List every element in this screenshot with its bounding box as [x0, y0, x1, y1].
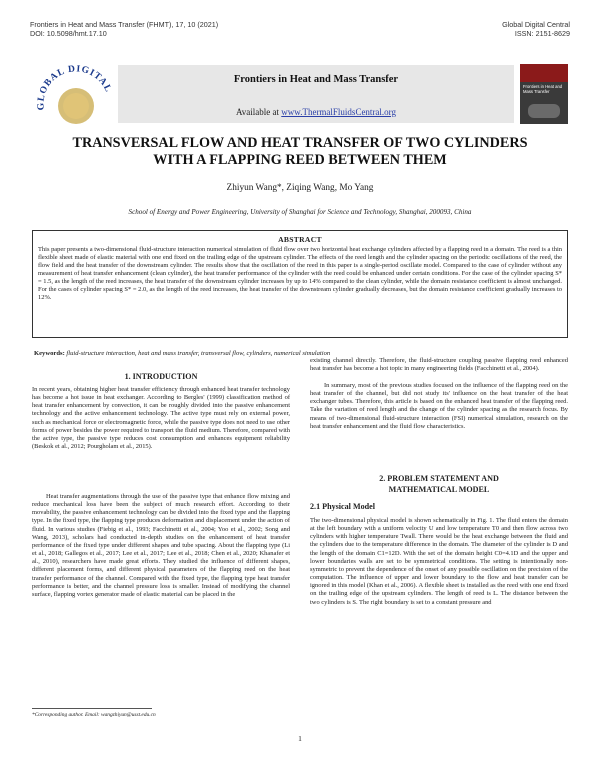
cover-text: Frontiers in Heat and Mass Transfer	[523, 84, 563, 94]
paper-title-line1: TRANSVERSAL FLOW AND HEAT TRANSFER OF TWO CYLINDERS	[72, 135, 528, 151]
keywords-label: Keywords:	[34, 350, 65, 357]
thermalfluids-link[interactable]: www.ThermalFluidsCentral.org	[281, 107, 397, 117]
right-paragraph-2: In summary, most of the previous studies focused on the influence of the flapping reed on the heat transfer of the channel, but did not study its' influence on the heat transfer of the heat exchanger tubes. Therefore, this article is based on the enhanced heat transfer of the flapping reed. Take the variation of reed length and the change of the cylinder spacing as the research focus. By means of two-dimensional fluid-structure interaction (FSI) numerical simulation, research on the heat transfer enhancement and the fluid flow characteristics.	[310, 382, 568, 430]
page-number: 1	[298, 734, 302, 743]
doi: DOI: 10.5098/hmt.17.10	[30, 29, 107, 38]
problem-heading-line2: MATHEMATICAL MODEL	[388, 485, 490, 494]
problem-heading-line1: 2. PROBLEM STATEMENT AND	[379, 474, 499, 483]
abstract-heading: ABSTRACT	[278, 235, 322, 244]
issn: ISSN: 2151-8629	[514, 29, 570, 38]
affiliation: School of Energy and Power Engineering, University of Shanghai for Science and Technology, Shanghai, 200093, China	[128, 208, 472, 216]
abstract-text: This paper presents a two-dimensional fluid-structure interaction numerical simulation of fluid flow over two horizontal heat exchange cylinders affected by a flapping reed in a domain. The reed is a thin flexible sheet made of elastic material with one end fixed on the trailing edge of the upstream cylinder. The effects of the reed length and the cylinder spacing on the periodic oscillations of the reed, the flow field and the heat transfer of the downstream cylinder. The results show that the oscillation of the reed in this paper is a single-period oscillate model. Compared to the case of cylinder without any measurement of heat transfer enhancement (clean cylinder), the heat transfer performance of the cylinder with the reed could be enhanced under certain conditions. For the case of the cylinder spacing S* = 1.5, as the length of the reed increases, the heat transfer of the downstream cylinder increases by up to 14% compared to the clean cylinder, while the domain resistance coefficient is almost unchanged. For the cases of cylinder spacing S* = 2.0, as the length of the reed increases, the heat transfer of the downstream cylinder gradually decreases, but the domain resistance coefficient gradually increases to 12%.	[38, 246, 562, 302]
intro-heading: 1. INTRODUCTION	[124, 372, 198, 381]
intro-paragraph-1: In recent years, obtaining higher heat transfer efficiency through enhanced heat transfer technology has become a hot issue in heat exchanger. According to Bergles' (1999) classification method of heat transfer enhancement by convection, it can be roughly divided into the passive enhancement technology and the active enhancement technology. The active type must rely on external power, such as mechanical force or electromagnetic force, while the passive type does not need to use other forms of power besides the power required to transport the fluid medium. Therefore, compared with the active type, the passive type reduces cost consumption and enhances equipment reliability (Beskok et al., 2012; Pourgholam et al., 2015).	[32, 386, 290, 451]
footnote: *Corresponding author. Email: wangzhiyun@usst.edu.cn	[32, 712, 156, 718]
logo-text: GLOBAL DIGITAL	[36, 64, 113, 111]
banner-journal-title: Frontiers in Heat and Mass Transfer	[233, 74, 399, 85]
physical-model-heading: 2.1 Physical Model	[310, 502, 375, 511]
journal-cover	[520, 64, 568, 124]
authors: Zhiyun Wang*, Ziqing Wang, Mo Yang	[226, 183, 374, 193]
availability-line	[118, 107, 514, 117]
abstract-box	[32, 230, 568, 338]
keywords-text: fluid-structure interaction, heat and mass transfer, transversal flow, cylinders, numerical simulation	[64, 350, 331, 357]
intro-paragraph-2: Heat transfer augmentations through the use of the passive type that enhance flow mixing and reduce mechanical loss have been the subject of much research effort. According to their movability, the passive enhancement technology can be divided into the fixed type and the flapping type. In the fixed type, the flapping type produces deformation and displacement under the action of fluid. In various studies (Fiebig et al., 1993; Facchinetti et al., 2004; Yoo et al., 2002; Song and Wang, 2013), scholars had conducted in-depth studies on the enhancement of heat transfer performance of the fixed type under different shapes and tube spacing. About the flapping type (Li et al., 2018; Gallegos et al., 2017; Lee et al., 2017; Lee et al., 2018; Chen et al., 2020; Khanafer et al., 2010), researchers have made great efforts. They studied the influence of different shapes, different placement forms, and different physical parameters of the flapping reed on the heat transfer performance of the channel. Compared with the fixed type, the flapping type heat transfer performance is better, and the channel pressure loss is smaller. Instead of modifying the channel surface, flapping vortex generator made of elastic material can be placed in the	[32, 493, 290, 598]
right-paragraph-1: existing channel directly. Therefore, the fluid-structure coupling passive flapping reed enhanced heat transfer has become a hot topic in many engineering fields (Facchinetti et al., 2004).	[310, 357, 568, 373]
footnote-rule	[32, 708, 152, 709]
publisher: Global Digital Central	[502, 20, 570, 29]
available-prefix: Available at	[235, 107, 282, 117]
physical-model-paragraph: The two-dimensional physical model is shown schematically in Fig. 1. The fluid enters the domain at the left boundary with a uniform velocity U and low temperature T0 and then flow across two cylinders with higher temperature Twall. There would be the heat exchange between the fluid and the cylinders due to the temperature difference in the domain. The diameter of the cylinder is D and the length of the domain C1=12D. With the set of the domain height C0=4.1D and the upper and lower boundaries walls are set to be symmetrical conditions. The setting is intentionally non-symmetric to prevent the dependence of the onset of any possible oscillation on the precision of the computation. The influence of upper and lower boundary to the flow and heat transfer can be ignored in this model (Khan et al., 2006). A flexible sheet is installed as the reed with one end fixed on the trailing edge of the upstream cylinders. The length of reed is L. The distance between the two cylinders is S. The right boundary is set to a constant pressure and	[310, 517, 568, 606]
journal-citation: Frontiers in Heat and Mass Transfer (FHMT), 17, 10 (2021)	[30, 20, 219, 29]
paper-title-line2: WITH A FLAPPING REED BETWEEN THEM	[153, 152, 447, 168]
keywords	[34, 350, 564, 357]
